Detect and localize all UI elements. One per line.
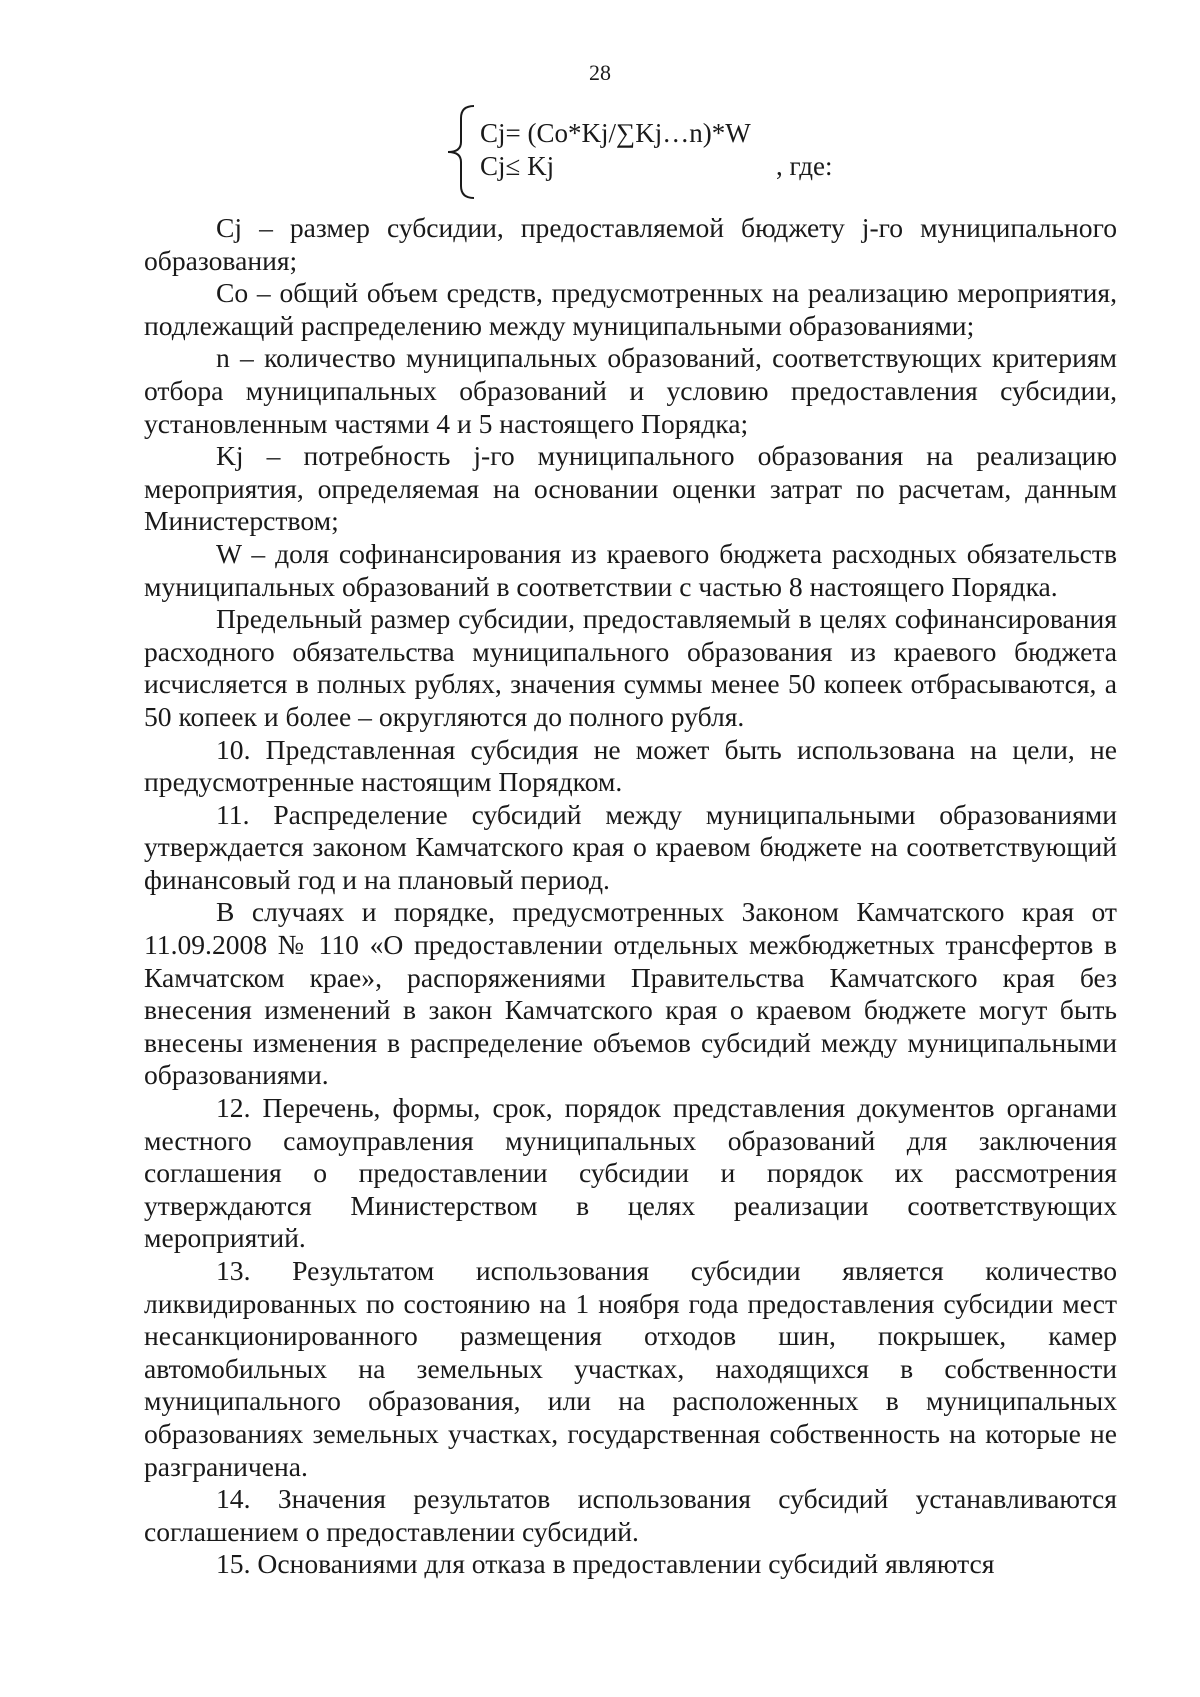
paragraph: 12. Перечень, формы, срок, порядок представления документов органами местного самоуправления муниципальных образований для заключения соглашения о предоставлении субсидии и порядок их рассмотрения утверждаются Министерством в целях реализации соответствующих мероприятий.	[144, 1092, 1117, 1254]
paragraph: 10. Представленная субсидия не может быть использована на цели, не предусмотренные настоящим Порядком.	[144, 733, 1117, 798]
formula-where: , где:	[776, 151, 833, 181]
document-body	[144, 212, 1117, 1581]
paragraph: 14. Значения результатов использования субсидий устанавливаются соглашением о предоставлении субсидий.	[144, 1483, 1117, 1547]
page-number: 28	[589, 60, 611, 85]
paragraph: Co – общий объем средств, предусмотренных на реализацию мероприятия, подлежащий распределению между муниципальными образованиями;	[144, 277, 1117, 341]
paragraph: Cj – размер субсидии, предоставляемой бюджету j-го муниципального образования;	[144, 212, 1117, 276]
formula-block	[428, 104, 848, 200]
paragraph: В случаях и порядке, предусмотренных Законом Камчатского края от 11.09.2008 № 110 «О предоставлении отдельных межбюджетных трансфертов в Камчатском крае», распоряжениями Правительства Камчатского края без внесения изменений в закон Камчатского края о краевом бюджете могут быть внесены изменения в распределение объемов субсидий между муниципальными образованиями.	[144, 896, 1117, 1091]
paragraph: 13. Результатом использования субсидии является количество ликвидированных по состоянию на 1 ноября года предоставления субсидии мест несанкционированного размещения отходов шин, покрышек, камер автомобильных на земельных участках, находящихся в собственности муниципального образования, или на расположенных в муниципальных образованиях земельных участках, государственная собственность на которые не разграничена.	[144, 1255, 1117, 1482]
paragraph: 11. Распределение субсидий между муниципальными образованиями утверждается законом Камчатского края о краевом бюджете на соответствующий финансовый год и на плановый период.	[144, 798, 1117, 895]
formula-line-2: Cj≤ Kj	[480, 151, 555, 181]
paragraph: Kj – потребность j-го муниципального образования на реализацию мероприятия, определяемая на основании оценки затрат по расчетам, данным Министерством;	[144, 440, 1117, 537]
paragraph: Предельный размер субсидии, предоставляемый в целях софинансирования расходного обязательства муниципального образования из краевого бюджета исчисляется в полных рублях, значения суммы менее 50 копеек отбрасываются, а 50 копеек и более – округляются до полного рубля.	[144, 603, 1117, 732]
paragraph: n – количество муниципальных образований, соответствующих критериям отбора муниципальных образований и условию предоставления субсидии, установленным частями 4 и 5 настоящего Порядка;	[144, 342, 1117, 439]
curly-brace-icon	[428, 104, 478, 200]
paragraph: W – доля софинансирования из краевого бюджета расходных обязательств муниципальных образований в соответствии с частью 8 настоящего Порядка.	[144, 537, 1117, 602]
paragraph: 15. Основаниями для отказа в предоставлении субсидий являются	[216, 1548, 995, 1580]
formula-line-1: Cj= (Co*Kj/∑Kj…n)*W	[480, 118, 751, 148]
